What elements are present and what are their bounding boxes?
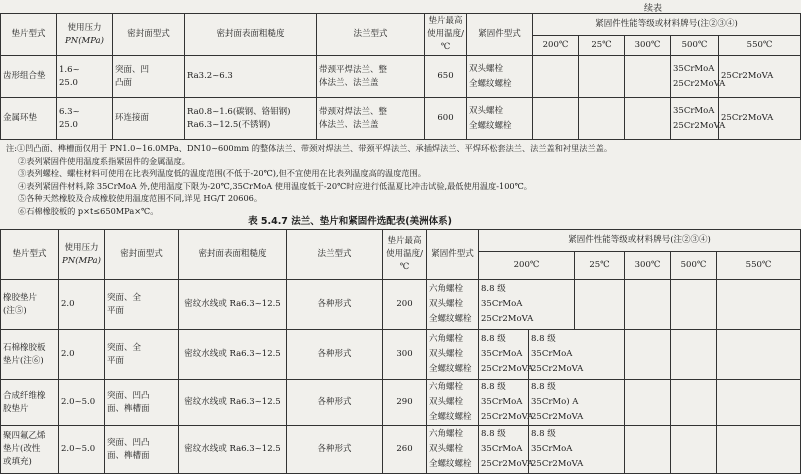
header-fastener-grade: 紧固件性能等级或材料牌号(注②③④) [479, 230, 801, 252]
table-row [1, 98, 801, 140]
header-seal-face: 密封面型式 [105, 230, 179, 280]
cell-grade-300: 8.8 级 35CrMo) A 25Cr2MoVA [529, 380, 625, 426]
continued-label: 续表 [643, 4, 662, 14]
cell-grade-500 [625, 330, 671, 380]
cell-flange-type: 各种形式 [287, 380, 383, 426]
cell-max-temp: 290 [383, 380, 427, 426]
cell-max-temp: 300 [383, 330, 427, 380]
cell-gasket-type: 齿形组合垫 [1, 56, 57, 98]
cell-fasteners: 六角螺栓 双头螺栓 全螺纹螺栓 [427, 380, 479, 426]
cell-roughness: 密纹水线或 Ra6.3~12.5 [179, 426, 287, 474]
header-roughness: 密封面表面粗糙度 [185, 14, 317, 56]
cell-fasteners: 六角螺栓 双头螺栓 全螺纹螺栓 [427, 280, 479, 330]
cell-roughness: 密纹水线或 Ra6.3~12.5 [179, 380, 287, 426]
cell-roughness: 密纹水线或 Ra6.3~12.5 [179, 330, 287, 380]
cell-grade-500: 35CrMoA 25Cr2MoVA [671, 56, 719, 98]
header-seal-face: 密封面型式 [113, 14, 185, 56]
cell-gasket-type: 金属环垫 [1, 98, 57, 140]
cell-seal-face: 突面、全 平面 [105, 280, 179, 330]
cell-grade-500 [671, 280, 717, 330]
cell-grade-300 [625, 56, 671, 98]
header-temp-500: 500℃ [671, 36, 719, 56]
cell-roughness: Ra3.2~6.3 [185, 56, 317, 98]
note-6: ⑥石棉橡胶板的 p×t≤650MPa×℃。 [18, 205, 159, 216]
note-4: ④表列紧固件材料,除 35CrMoA 外,使用温度下限为-20℃,35CrMoA 使用温度低于-20℃时应进行低温夏比冲击试验,最低使用温度-100℃。 [18, 180, 532, 191]
table-continued [0, 13, 801, 140]
table-row [1, 56, 801, 98]
cell-flange-type: 带颈对焊法兰、整 体法兰、法兰盖 [317, 98, 425, 140]
cell-grade-550 [671, 330, 717, 380]
cell-roughness: Ra0.8~1.6(碳钢、铬钼钢) Ra6.3~12.5(不锈钢) [185, 98, 317, 140]
cell-grade-500 [625, 426, 671, 474]
note-1: 注:①凹凸面、榫槽面仅用于 PN1.0~16.0MPa、DN10~600mm 的整体法兰、带颈对焊法兰、带颈平焊法兰、承插焊法兰、平焊环松套法兰、法兰盖和衬里法兰盖。 [6, 143, 613, 153]
header-flange-type: 法兰型式 [287, 230, 383, 280]
cell-grade-extra [717, 426, 801, 474]
cell-gasket-type: 橡胶垫片 (注⑤) [1, 280, 59, 330]
table-row [1, 380, 801, 426]
cell-flange-type: 各种形式 [287, 426, 383, 474]
cell-fasteners: 六角螺栓 双头螺栓 全螺纹螺栓 [427, 330, 479, 380]
cell-max-temp: 260 [383, 426, 427, 474]
cell-pressure: 2.0 [59, 280, 105, 330]
cell-seal-face: 突面、凹凸 面、榫槽面 [105, 426, 179, 474]
cell-grade-25 [579, 98, 625, 140]
cell-roughness: 密纹水线或 Ra6.3~12.5 [179, 280, 287, 330]
cell-pressure: 2.0 [59, 330, 105, 380]
cell-grade-300: 8.8 级 35CrMoA 25Cr2MoVA [529, 330, 625, 380]
cell-grade-extra [717, 380, 801, 426]
cell-grade-300 [625, 280, 671, 330]
header-pressure: 使用压力 PN(MPa) [57, 14, 113, 56]
note-3: ③表列螺栓、螺柱材料可使用在比表列温度低的温度范围(不低于-20℃),但不宜使用在比表列温度高的温度范围。 [18, 168, 426, 178]
header-temp-300: 300℃ [625, 36, 671, 56]
cell-grade-200: 8.8 级 35CrMoA 25Cr2MoVA [479, 380, 529, 426]
header-max-temp: 垫片最高使用温度/℃ [383, 230, 427, 280]
header-temp-200: 200℃ [533, 36, 579, 56]
cell-grade-500: 35CrMoA 25Cr2MoVA [671, 98, 719, 140]
header-temp-200: 200℃ [479, 252, 575, 280]
cell-gasket-type: 聚四氟乙烯 垫片(改性 或填充) [1, 426, 59, 474]
cell-max-temp: 600 [425, 98, 467, 140]
cell-grade-extra [717, 330, 801, 380]
header-temp-500: 500℃ [671, 252, 717, 280]
header-roughness: 密封面表面粗糙度 [179, 230, 287, 280]
table-row [1, 330, 801, 380]
cell-fasteners: 双头螺栓 全螺纹螺栓 [467, 98, 533, 140]
header-temp-25: 25℃ [579, 36, 625, 56]
header-gasket-type: 垫片型式 [1, 230, 59, 280]
header-temp-550: 550℃ [719, 36, 801, 56]
header-fastener-grade: 紧固件性能等级或材料牌号(注②③④) [533, 14, 801, 36]
note-5: ⑤各种天然橡胶及合成橡胶使用温度范围不同,详见 HG/T 20606。 [18, 193, 263, 203]
header-fastener-type: 紧固件型式 [467, 14, 533, 56]
cell-max-temp: 650 [425, 56, 467, 98]
table-row [1, 280, 801, 330]
cell-grade-200 [533, 56, 579, 98]
cell-seal-face: 突面、凹凸 面、榫槽面 [105, 380, 179, 426]
cell-fasteners: 六角螺栓 双头螺栓 全螺纹螺栓 [427, 426, 479, 474]
cell-fasteners: 双头螺栓 全螺纹螺栓 [467, 56, 533, 98]
cell-grade-550: 25Cr2MoVA [719, 56, 801, 98]
cell-gasket-type: 石棉橡胶板 垫片(注⑥) [1, 330, 59, 380]
note-2: ②表列紧固件使用温度系指紧固件的金属温度。 [18, 155, 190, 166]
cell-grade-300 [625, 98, 671, 140]
cell-pressure: 2.0~5.0 [59, 380, 105, 426]
header-temp-300: 300℃ [625, 252, 671, 280]
cell-max-temp: 200 [383, 280, 427, 330]
header-fastener-type: 紧固件型式 [427, 230, 479, 280]
cell-grade-500 [625, 380, 671, 426]
header-gasket-type: 垫片型式 [1, 14, 57, 56]
cell-grade-550: 25Cr2MoVA [719, 98, 801, 140]
cell-grade-25 [579, 56, 625, 98]
table-caption: 表 5.4.7 法兰、垫片和紧固件选配表(美洲体系) [248, 216, 452, 227]
cell-pressure: 1.6~ 25.0 [57, 56, 113, 98]
header-pressure: 使用压力 PN(MPa) [59, 230, 105, 280]
cell-pressure: 6.3~ 25.0 [57, 98, 113, 140]
cell-seal-face: 突面、凹 凸面 [113, 56, 185, 98]
table-notes [6, 142, 696, 217]
cell-flange-type: 各种形式 [287, 280, 383, 330]
cell-grade-200 [533, 98, 579, 140]
header-temp-25: 25℃ [575, 252, 625, 280]
cell-seal-face: 环连接面 [113, 98, 185, 140]
cell-grade-300: 8.8 级 35CrMoA 25Cr2MoVA [529, 426, 625, 474]
cell-gasket-type: 合成纤维橡 胶垫片 [1, 380, 59, 426]
cell-pressure: 2.0~5.0 [59, 426, 105, 474]
cell-grade-550 [671, 426, 717, 474]
header-max-temp: 垫片最高使用温度/℃ [425, 14, 467, 56]
header-flange-type: 法兰型式 [317, 14, 425, 56]
cell-grade-200: 8.8 级 35CrMoA 25Cr2MoVA [479, 280, 575, 330]
cell-grade-550 [671, 380, 717, 426]
cell-flange-type: 带颈平焊法兰、整 体法兰、法兰盖 [317, 56, 425, 98]
header-temp-550: 550℃ [717, 252, 801, 280]
table-row [1, 426, 801, 474]
cell-grade-25 [575, 280, 625, 330]
cell-grade-200: 8.8 级 35CrMoA 25Cr2MoVA [479, 330, 529, 380]
cell-grade-200: 8.8 级 35CrMoA 25Cr2MoVA [479, 426, 529, 474]
cell-flange-type: 各种形式 [287, 330, 383, 380]
cell-grade-550 [717, 280, 801, 330]
cell-seal-face: 突面、全 平面 [105, 330, 179, 380]
table-american-system [0, 229, 801, 474]
